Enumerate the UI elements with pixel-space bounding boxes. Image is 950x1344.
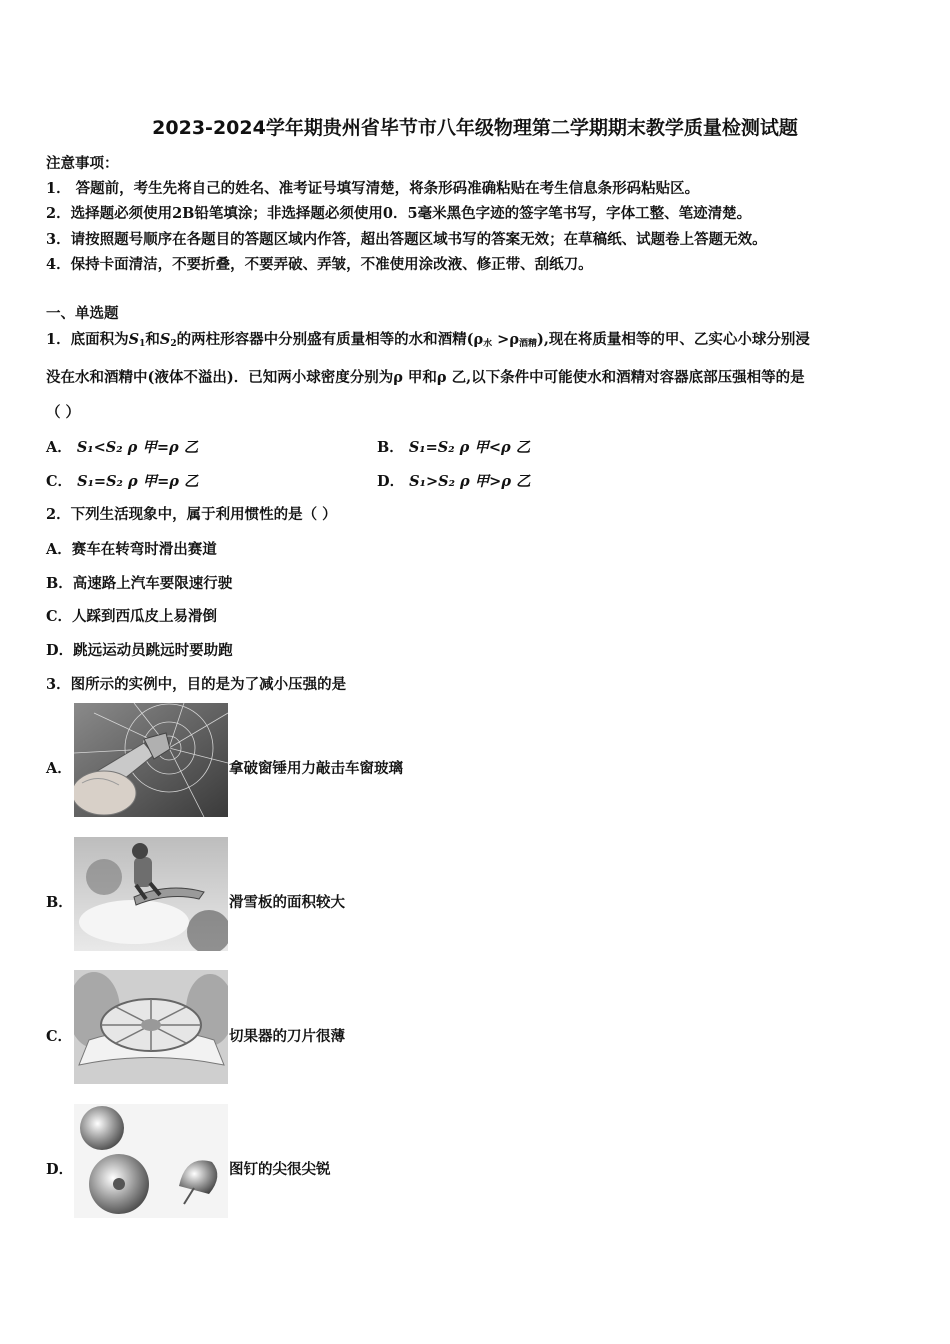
q3-option-a-caption: 拿破窗锤用力敲击车窗玻璃 xyxy=(229,760,403,777)
q1-option-d xyxy=(377,470,531,491)
q3-option-a-label: A． xyxy=(46,760,72,777)
q1-option-b-text: S₁=S₂ ρ 甲<ρ 乙 xyxy=(408,439,531,456)
q2-option-b: B．高速路上汽车要限速行驶 xyxy=(46,575,233,592)
q1-text-part-2: 和 xyxy=(145,331,160,348)
q1-option-b-label: B． xyxy=(377,439,404,456)
q1-s1-symbol: S xyxy=(128,331,140,348)
q1-stem-line-2: 没在水和酒精中(液体不溢出)．已知两小球密度分别为ρ 甲和ρ 乙,以下条件中可能使水和酒精对容器底部压强相等的是 xyxy=(46,369,805,386)
section-heading: 一、单选题 xyxy=(46,305,119,322)
q1-option-c-text: S₁=S₂ ρ 甲=ρ 乙 xyxy=(77,473,199,490)
q1-option-c xyxy=(46,470,198,491)
q1-option-b xyxy=(377,436,530,457)
hammer-glass-image xyxy=(74,703,228,817)
q3-option-d-label: D． xyxy=(46,1161,74,1178)
page-title: 2023-2024学年期贵州省毕节市八年级物理第二学期期末教学质量检测试题 xyxy=(152,117,798,139)
q1-answer-bracket: （ ） xyxy=(46,404,81,421)
q1-alcohol-subscript: 酒精 xyxy=(518,339,537,349)
q1-text-part-4: ),现在将质量相等的甲、乙实心小球分别浸 xyxy=(537,331,810,348)
q1-option-c-label: C． xyxy=(46,473,73,490)
q2-option-a: A．赛车在转弯时滑出赛道 xyxy=(46,541,217,558)
q1-s1-subscript: 1 xyxy=(139,339,146,349)
snowboard-image xyxy=(74,837,228,951)
thumbtack-image xyxy=(74,1104,228,1218)
q3-option-c-label: C． xyxy=(46,1028,73,1045)
q2-option-c: C．人踩到西瓜皮上易滑倒 xyxy=(46,608,218,625)
q3-option-b-caption: 滑雪板的面积较大 xyxy=(229,894,345,911)
q1-option-a-label: A． xyxy=(46,439,72,456)
q1-option-a-text: S₁<S₂ ρ 甲=ρ 乙 xyxy=(76,439,199,456)
notice-item-3: 3．请按照题号顺序在各题目的答题区域内作答，超出答题区域书写的答案无效；在草稿纸、试题卷上答题无效。 xyxy=(46,231,767,248)
fruit-cutter-image xyxy=(74,970,228,1084)
q1-rho-water: ρ xyxy=(473,331,484,348)
q2-stem: 2．下列生活现象中，属于利用惯性的是（ ） xyxy=(46,506,337,523)
notice-item-1: 1． 答题前，考生先将自己的姓名、准考证号填写清楚，将条形码准确粘贴在考生信息条形码粘贴区。 xyxy=(46,180,700,197)
q1-option-a xyxy=(46,436,198,457)
q1-number: 1． xyxy=(46,331,71,348)
q1-greater-than: > xyxy=(492,331,510,348)
notice-heading: 注意事项： xyxy=(46,155,119,172)
q1-s2-symbol: S xyxy=(159,331,171,348)
q2-option-d: D．跳远运动员跳远时要助跑 xyxy=(46,642,233,659)
q3-option-b-label: B． xyxy=(46,894,73,911)
q1-stem-line-1 xyxy=(46,328,810,349)
notice-item-4: 4．保持卡面清洁，不要折叠，不要弄破、弄皱，不准使用涂改液、修正带、刮纸刀。 xyxy=(46,256,593,273)
q1-option-d-label: D． xyxy=(377,473,405,490)
q3-option-d-caption: 图钉的尖很尖锐 xyxy=(229,1161,331,1178)
q1-rho-alcohol: ρ xyxy=(509,331,519,348)
q1-text-part-3: 的两柱形容器中分别盛有质量相等的水和酒精( xyxy=(176,331,474,348)
q3-stem: 3．图所示的实例中，目的是为了减小压强的是 xyxy=(46,676,347,693)
q1-option-d-text: S₁>S₂ ρ 甲>ρ 乙 xyxy=(409,473,531,490)
q1-s2-subscript: 2 xyxy=(170,339,177,349)
q1-text-part-1: 底面积为 xyxy=(70,331,129,348)
notice-item-2: 2．选择题必须使用2B铅笔填涂；非选择题必须使用0．5毫米黑色字迹的签字笔书写，字体工整、笔迹清楚。 xyxy=(46,205,752,222)
q1-water-subscript: 水 xyxy=(483,339,493,349)
q3-option-c-caption: 切果器的刀片很薄 xyxy=(229,1028,345,1045)
